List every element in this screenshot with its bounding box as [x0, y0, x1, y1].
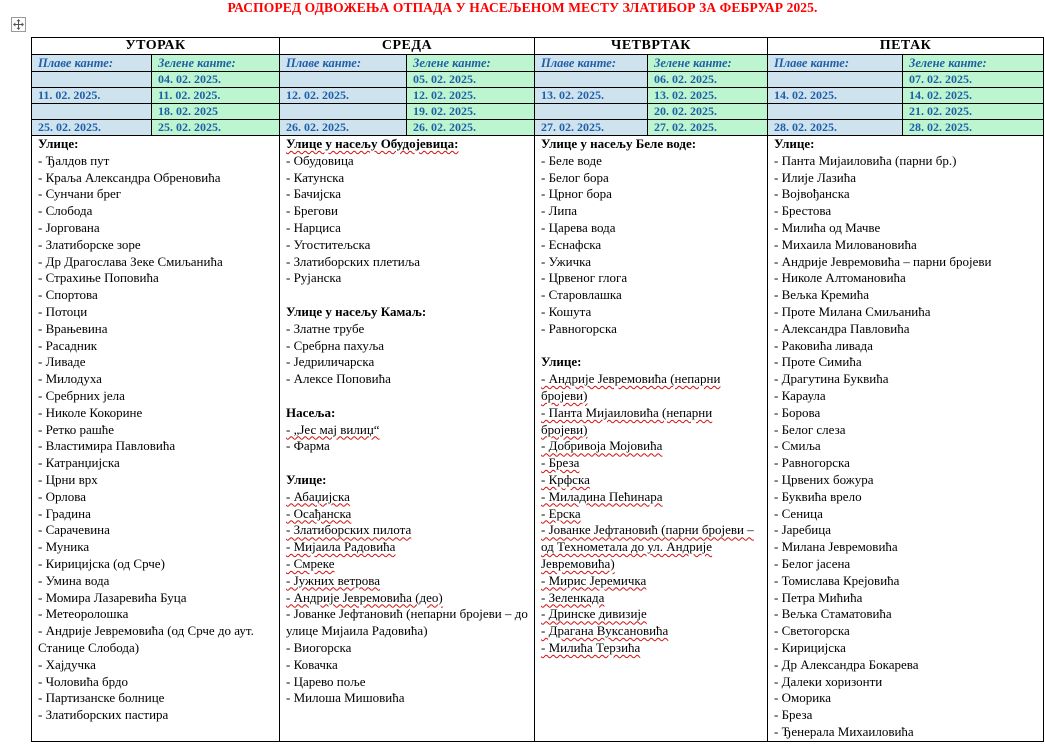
- street-item: - Кошута: [541, 303, 592, 319]
- blue-bin-date: [535, 104, 648, 120]
- street-item: - Петра Мићића: [774, 589, 863, 605]
- blue-bin-label: Плаве канте:: [280, 55, 407, 72]
- street-item: - Орлова: [38, 488, 87, 504]
- street-item: - Абаџијска: [286, 488, 350, 504]
- street-list-wednesday: [280, 136, 535, 742]
- blue-bin-date: [32, 104, 152, 120]
- schedule-table: [31, 37, 1044, 742]
- street-item: - Чоловића брдо: [38, 673, 129, 689]
- street-item: - Драгана Вуксановића: [541, 623, 669, 639]
- street-item: - Расадник: [38, 337, 98, 353]
- street-list-tuesday: [32, 136, 280, 742]
- blue-bin-date: 12. 02. 2025.: [280, 88, 407, 104]
- street-item: - Ковачка: [286, 656, 338, 672]
- green-bin-date: 28. 02. 2025.: [903, 120, 1044, 136]
- street-item: - Златиборских пастира: [38, 707, 169, 723]
- street-item: - Белог јасена: [774, 555, 851, 571]
- street-item: - Смреке: [286, 555, 335, 571]
- street-item: - Николе Кокорине: [38, 404, 143, 420]
- green-bin-label: Зелене канте:: [152, 55, 280, 72]
- streets-row: [32, 136, 1044, 742]
- street-item: - Раковића ливада: [774, 337, 873, 353]
- section-heading: Улице у насељу Камаљ:: [286, 303, 427, 319]
- blue-bin-date: 28. 02. 2025.: [768, 120, 903, 136]
- street-item: - Еснафска: [541, 236, 602, 252]
- street-item: - Смиља: [774, 438, 821, 454]
- blue-bin-date: 13. 02. 2025.: [535, 88, 648, 104]
- spacer: [286, 388, 528, 405]
- section-heading: Улице:: [286, 471, 327, 487]
- street-item: - Караула: [774, 387, 826, 403]
- move-icon: [13, 19, 24, 30]
- street-item: - Алексе Поповића: [286, 371, 391, 387]
- street-item: - Далеки хоризонти: [774, 673, 883, 689]
- street-item: - Милодуха: [38, 371, 102, 387]
- section-heading: Улице:: [774, 136, 815, 151]
- street-item: - Јованке Јефтановић (непарни бројеви – до улице Мијаила Радовића): [286, 606, 528, 639]
- street-item: - Равногорска: [541, 320, 617, 336]
- street-item: - Проте Симића: [774, 354, 862, 370]
- street-item: - Ерска: [541, 505, 581, 521]
- bin-header-row: [32, 55, 1044, 72]
- street-item: - Партизанске болнице: [38, 690, 165, 706]
- street-item: - Властимира Павловића: [38, 438, 176, 454]
- day-header: ПЕТАК: [768, 38, 1044, 55]
- blue-bin-date: [535, 72, 648, 88]
- street-item: - Вељка Кремића: [774, 287, 870, 303]
- day-header: УТОРАК: [32, 38, 280, 55]
- street-item: - Брегови: [286, 203, 338, 219]
- street-item: - Сребрних јела: [38, 387, 125, 403]
- green-bin-date: 26. 02. 2025.: [407, 120, 535, 136]
- street-item: - Зеленкада: [541, 589, 605, 605]
- page-title: РАСПОРЕД ОДВОЖЕЊА ОТПАДА У НАСЕЉЕНОМ МЕСТУ ЗЛАТИБОР ЗА ФЕБРУАР 2025.: [227, 0, 818, 15]
- blue-bin-date: [768, 72, 903, 88]
- street-item: - Краља Александра Обреновића: [38, 169, 221, 185]
- street-item: - Царева вода: [541, 219, 616, 235]
- street-item: - Осађанска: [286, 505, 352, 521]
- street-item: - Јаребица: [774, 522, 831, 538]
- section-heading: Улице:: [541, 354, 582, 370]
- street-item: - Мирис Јеремичка: [541, 572, 647, 588]
- street-item: - Ужичка: [541, 253, 592, 269]
- street-item: - Момира Лазаревића Буца: [38, 589, 187, 605]
- street-item: - Сунчани брег: [38, 186, 122, 202]
- green-bin-date: 18. 02. 2025: [152, 104, 280, 120]
- street-item: - Једриличарска: [286, 354, 375, 370]
- street-item: - Ђенерала Михаиловића: [774, 723, 914, 739]
- street-item: - Црног бора: [541, 186, 612, 202]
- green-bin-date: 04. 02. 2025.: [152, 72, 280, 88]
- street-item: - Јованке Јефтановић (парни бројеви – од Технометала до ул. Андрије Јевремовића): [541, 522, 754, 571]
- date-row: [32, 72, 1044, 88]
- street-item: - Бреза: [541, 455, 580, 471]
- street-item: - Белог слеза: [774, 421, 846, 437]
- street-item: - Милоша Мишовића: [286, 690, 405, 706]
- street-item: - Проте Милана Смиљанића: [774, 303, 931, 319]
- table-move-handle[interactable]: [11, 17, 26, 32]
- date-row: [32, 120, 1044, 136]
- street-item: - Светогорска: [774, 623, 850, 639]
- street-item: - Добривоја Мојовића: [541, 438, 663, 454]
- street-item: - Липа: [541, 203, 578, 219]
- green-bin-date: 14. 02. 2025.: [903, 88, 1044, 104]
- blue-bin-label: Плаве канте:: [768, 55, 903, 72]
- street-item: - Панта Мијаиловића (парни бр.): [774, 152, 957, 168]
- street-item: - Црвеног глога: [541, 270, 628, 286]
- green-bin-label: Зелене канте:: [903, 55, 1044, 72]
- street-item: - Златне трубе: [286, 320, 365, 336]
- street-item: - Николе Алтомановића: [774, 270, 906, 286]
- street-item: - Катранџијска: [38, 455, 120, 471]
- street-item: - Умина вода: [38, 572, 110, 588]
- street-item: - Виогорска: [286, 639, 352, 655]
- green-bin-label: Зелене канте:: [407, 55, 535, 72]
- date-row: [32, 104, 1044, 120]
- street-list-thursday: [535, 136, 768, 742]
- street-item: - Михаила Миловановића: [774, 236, 917, 252]
- day-header-row: [32, 38, 1044, 55]
- blue-bin-date: [280, 72, 407, 88]
- blue-bin-date: 26. 02. 2025.: [280, 120, 407, 136]
- street-item: - Кирицијска: [774, 639, 846, 655]
- blue-bin-date: 14. 02. 2025.: [768, 88, 903, 104]
- date-row: [32, 88, 1044, 104]
- green-bin-date: 19. 02. 2025.: [407, 104, 535, 120]
- street-item: - Спортова: [38, 287, 98, 303]
- street-item: - Мијаила Радовића: [286, 539, 396, 555]
- street-item: - Илије Лазића: [774, 169, 857, 185]
- street-item: - Др Александра Бокарева: [774, 656, 919, 672]
- street-item: - Катунска: [286, 169, 345, 185]
- street-item: - Милића од Мачве: [774, 219, 881, 235]
- street-item: - Златиборских плетиља: [286, 253, 420, 269]
- street-item: - Бреза: [774, 707, 813, 723]
- street-item: - Борова: [774, 404, 821, 420]
- green-bin-date: 25. 02. 2025.: [152, 120, 280, 136]
- blue-bin-date: 27. 02. 2025.: [535, 120, 648, 136]
- street-item: - Милића Терзића: [541, 639, 641, 655]
- street-item: - Муника: [38, 539, 90, 555]
- street-item: - Ливаде: [38, 354, 86, 370]
- street-item: - Др Драгослава Зеке Смиљанића: [38, 253, 223, 269]
- street-item: - Брестова: [774, 203, 832, 219]
- street-item: - Буквића врело: [774, 488, 862, 504]
- green-bin-date: 20. 02. 2025.: [648, 104, 768, 120]
- blue-bin-date: 11. 02. 2025.: [32, 88, 152, 104]
- blue-bin-date: [768, 104, 903, 120]
- street-item: - „Јес мај вилиџ“: [286, 421, 380, 437]
- street-item: - Андрије Јевремовића (део): [286, 589, 443, 605]
- street-item: - Ђалдов пут: [38, 152, 110, 168]
- street-item: - Равногорска: [774, 455, 850, 471]
- street-item: - Андрије Јевремовића (непарни бројеви): [541, 371, 721, 403]
- street-item: - Томислава Крејовића: [774, 572, 900, 588]
- street-item: - Сребрна пахуља: [286, 337, 385, 353]
- street-item: - Сеница: [774, 505, 823, 521]
- street-item: - Вељка Стаматовића: [774, 606, 892, 622]
- street-item: - Обудовица: [286, 152, 354, 168]
- green-bin-date: 21. 02. 2025.: [903, 104, 1044, 120]
- street-item: - Страхиње Поповића: [38, 270, 159, 286]
- green-bin-date: 11. 02. 2025.: [152, 88, 280, 104]
- street-item: - Метеоролошка: [38, 606, 129, 622]
- street-item: - Војвођанска: [774, 186, 850, 202]
- spacer: [286, 455, 528, 472]
- street-item: - Потоци: [38, 303, 88, 319]
- green-bin-date: 27. 02. 2025.: [648, 120, 768, 136]
- green-bin-date: 06. 02. 2025.: [648, 72, 768, 88]
- day-header: СРЕДА: [280, 38, 535, 55]
- section-heading: Улице у насељу Обудојевица:: [286, 136, 459, 151]
- street-item: - Фарма: [286, 438, 330, 454]
- green-bin-date: 12. 02. 2025.: [407, 88, 535, 104]
- street-list-friday: [768, 136, 1044, 742]
- day-header: ЧЕТВРТАК: [535, 38, 768, 55]
- blue-bin-label: Плаве канте:: [32, 55, 152, 72]
- street-item: - Златиборске зоре: [38, 236, 141, 252]
- street-item: - Старовлашка: [541, 287, 622, 303]
- blue-bin-date: [280, 104, 407, 120]
- street-item: - Ретко рашће: [38, 421, 115, 437]
- street-item: - Андрије Јевремовића (од Срче до аут. Станице Слобода): [38, 623, 254, 655]
- section-heading: Улице:: [38, 136, 79, 151]
- blue-bin-date: 25. 02. 2025.: [32, 120, 152, 136]
- street-item: - Сарачевина: [38, 522, 110, 538]
- street-item: - Миладина Пећинара: [541, 488, 663, 504]
- street-item: - Милана Јевремовића: [774, 539, 898, 555]
- street-item: - Црвених божура: [774, 471, 874, 487]
- street-item: - Златиборских пилота: [286, 522, 412, 538]
- street-item: - Угоститељска: [286, 236, 371, 252]
- street-item: - Андрије Јевремовића – парни бројеви: [774, 253, 992, 269]
- street-item: - Крфска: [541, 471, 590, 487]
- section-heading: Насеља:: [286, 404, 336, 420]
- street-item: - Хајдучка: [38, 656, 96, 672]
- street-item: - Царево поље: [286, 673, 366, 689]
- street-item: - Рујанска: [286, 270, 342, 286]
- spacer: [286, 287, 528, 304]
- green-bin-date: 05. 02. 2025.: [407, 72, 535, 88]
- street-item: - Јоргована: [38, 219, 100, 235]
- green-bin-date: 07. 02. 2025.: [903, 72, 1044, 88]
- street-item: - Александра Павловића: [774, 320, 910, 336]
- street-item: - Дринске дивизије: [541, 606, 647, 622]
- street-item: - Црни врх: [38, 471, 98, 487]
- street-item: - Нарциса: [286, 219, 341, 235]
- street-item: - Јужних ветрова: [286, 572, 381, 588]
- street-item: - Градина: [38, 505, 91, 521]
- street-item: - Панта Мијаиловића (непарни бројеви): [541, 404, 713, 437]
- green-bin-label: Зелене канте:: [648, 55, 768, 72]
- street-item: - Слобода: [38, 203, 93, 219]
- street-item: - Врањевина: [38, 320, 108, 336]
- street-item: - Драгутина Буквића: [774, 371, 889, 387]
- street-item: - Бачијска: [286, 186, 342, 202]
- street-item: - Беле воде: [541, 152, 602, 168]
- street-item: - Оморика: [774, 690, 832, 706]
- street-item: - Кирицијска (од Срче): [38, 555, 165, 571]
- section-heading: Улице у насељу Беле воде:: [541, 136, 697, 151]
- blue-bin-date: [32, 72, 152, 88]
- blue-bin-label: Плаве канте:: [535, 55, 648, 72]
- green-bin-date: 13. 02. 2025.: [648, 88, 768, 104]
- spacer: [541, 338, 761, 355]
- street-item: - Белог бора: [541, 169, 609, 185]
